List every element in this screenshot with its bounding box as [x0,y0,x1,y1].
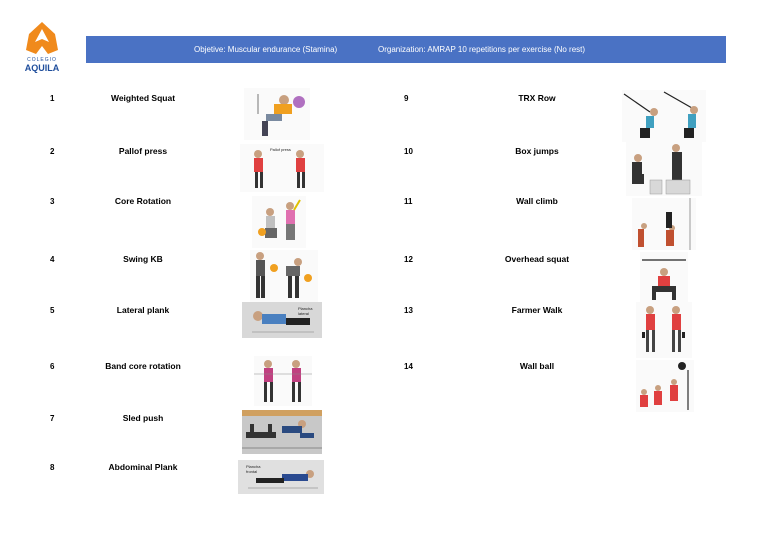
exercise-number: 3 [50,197,55,206]
exercise-number: 1 [50,94,55,103]
wall-ball-image [636,360,694,412]
header-banner [86,36,726,63]
logo-title: AQUILA [24,63,60,73]
wall-climb-image [632,198,696,250]
exercise-number: 13 [404,306,413,315]
exercise-name: Box jumps [515,146,559,156]
exercise-number: 7 [50,414,55,423]
exercise-number: 8 [50,463,55,472]
logo-subtitle: COLEGIO [27,57,57,63]
overhead-squat-image [640,252,688,302]
exercise-number: 9 [404,94,409,103]
exercise-number: 2 [50,147,55,156]
exercise-name: Wall ball [519,361,555,371]
exercise-name: Pallof press [118,146,168,156]
objective-text: Objetive: Muscular endurance (Stamina) [194,45,338,54]
exercise-name: Sled push [122,413,164,423]
organization-text: Organization: AMRAP 10 repetitions per exercise (No rest) [378,45,586,54]
sled-push-image [242,410,322,454]
exercise-number: 11 [404,197,413,206]
exercise-number: 12 [404,255,413,264]
aquila-logo-icon [24,20,60,56]
pallof-press-image [240,144,324,192]
exercise-name: Abdominal Plank [108,462,178,472]
farmer-walk-image [636,302,692,358]
lateral-caption: Plancha lateral [298,306,313,316]
exercise-name: Farmer Walk [511,305,563,315]
weighted-squat-image [244,88,310,140]
core-rotation-image [252,196,306,248]
exercise-name: Overhead squat [504,254,570,264]
lateral-plank-image [242,302,322,338]
pallof-caption: Pallof press [270,147,291,152]
exercise-name: Core Rotation [114,196,172,206]
school-logo [20,20,64,74]
abdominal-plank-image [238,460,324,494]
exercise-name: Swing KB [123,254,163,264]
exercise-number: 4 [50,255,55,264]
swing-kb-image [250,250,318,304]
exercise-number: 6 [50,362,55,371]
exercise-name: Lateral plank [116,305,170,315]
exercise-number: 10 [404,147,413,156]
exercise-name: TRX Row [518,93,556,103]
exercise-number: 5 [50,306,55,315]
trx-row-image [622,90,706,142]
exercise-name: Wall climb [516,196,558,206]
exercise-name: Weighted Squat [110,93,176,103]
band-core-rotation-image [254,356,312,406]
exercise-number: 14 [404,362,413,371]
abdominal-caption: Plancha frontal [246,464,261,474]
exercise-name: Band core rotation [105,361,181,371]
box-jumps-image [626,142,702,196]
